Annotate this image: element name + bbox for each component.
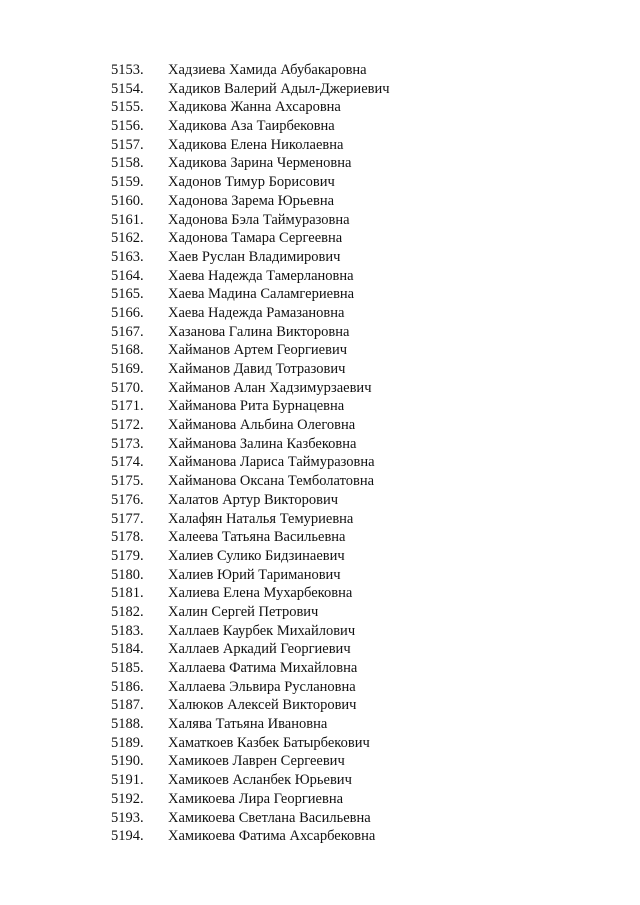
list-item (111, 285, 390, 304)
entry-number: 5174. (111, 454, 144, 471)
entry-full-name: Халиев Юрий Тариманович (168, 566, 341, 583)
entry-full-name: Халлаев Каурбек Михайлович (168, 622, 356, 639)
list-item (111, 491, 390, 510)
entry-full-name: Хадикова Аза Таирбековна (168, 118, 335, 135)
entry-full-name: Хазанова Галина Викторовна (168, 323, 350, 340)
entry-number: 5167. (111, 323, 144, 340)
entry-number: 5185. (111, 660, 144, 676)
entry-full-name: Хайманова Рита Бурнацевна (168, 398, 345, 415)
entry-number: 5165. (111, 286, 144, 303)
entry-number: 5192. (111, 790, 144, 807)
list-item (111, 790, 390, 809)
entry-full-name: Халиев Сулико Бидзинаевич (168, 547, 345, 564)
entry-number: 5186. (111, 678, 144, 695)
entry-full-name: Хаева Надежда Тамерлановна (168, 267, 354, 284)
entry-number: 5157. (111, 136, 144, 153)
list-item (111, 61, 390, 80)
entry-number: 5193. (111, 809, 144, 826)
entry-number: 5190. (111, 753, 144, 770)
list-item (111, 304, 390, 323)
entry-number: 5156. (111, 118, 144, 135)
list-item (111, 192, 390, 211)
entry-number: 5181. (111, 585, 144, 602)
entry-full-name: Хадиков Валерий Адыл-Джериевич (168, 80, 390, 97)
entry-number: 5183. (111, 622, 144, 639)
entry-number: 5159. (111, 174, 144, 191)
entry-full-name: Халиева Елена Мухарбековна (168, 585, 353, 602)
entry-full-name: Хайманов Артем Георгиевич (168, 342, 348, 359)
list-item (111, 510, 390, 529)
list-item (111, 640, 390, 659)
entry-number: 5162. (111, 230, 144, 247)
entry-number: 5187. (111, 697, 144, 714)
entry-full-name: Халафян Наталья Темуриевна (168, 510, 354, 527)
list-item (111, 827, 390, 846)
list-item (111, 248, 390, 267)
list-item (111, 154, 390, 173)
entry-number: 5154. (111, 80, 144, 97)
entry-full-name: Хаматкоев Казбек Батырбекович (168, 734, 370, 751)
entry-number: 5158. (111, 155, 144, 172)
entry-number: 5163. (111, 248, 144, 265)
entry-full-name: Халява Татьяна Ивановна (168, 716, 328, 733)
entry-full-name: Халатов Артур Викторович (168, 491, 339, 508)
entry-number: 5171. (111, 398, 144, 415)
entry-number: 5175. (111, 473, 144, 490)
entry-number: 5173. (111, 435, 144, 452)
entry-number: 5188. (111, 716, 144, 733)
list-item (111, 603, 390, 622)
list-item (111, 659, 390, 678)
entry-number: 5182. (111, 603, 144, 620)
entry-full-name: Хадикова Зарина Черменовна (168, 155, 352, 172)
entry-full-name: Хамикоева Светлана Васильевна (168, 809, 371, 826)
entry-number: 5184. (111, 641, 144, 658)
entry-full-name: Хадзиева Хамида Абубакаровна (168, 62, 367, 78)
entry-number: 5179. (111, 547, 144, 564)
entry-full-name: Хамикоева Лира Георгиевна (168, 790, 344, 807)
entry-full-name: Хадонова Зарема Юрьевна (168, 192, 335, 209)
entry-full-name: Хаева Мадина Саламгериевна (168, 286, 355, 303)
entry-full-name: Хамикоев Лаврен Сергеевич (168, 753, 345, 770)
entry-number: 5170. (111, 379, 144, 396)
entry-number: 5161. (111, 211, 144, 228)
entry-full-name: Халлаева Фатима Михайловна (168, 660, 358, 676)
list-item (111, 678, 390, 697)
list-item (111, 453, 390, 472)
entry-number: 5153. (111, 62, 144, 78)
entry-number: 5166. (111, 304, 144, 321)
entry-number: 5160. (111, 192, 144, 209)
entry-full-name: Хаева Надежда Рамазановна (168, 304, 345, 321)
entry-full-name: Халюков Алексей Викторович (168, 697, 357, 714)
entry-number: 5194. (111, 828, 144, 845)
list-item (111, 622, 390, 641)
list-item (111, 734, 390, 753)
entry-number: 5189. (111, 734, 144, 751)
list-item (111, 229, 390, 248)
entry-number: 5168. (111, 342, 144, 359)
entry-full-name: Халлаев Аркадий Георгиевич (168, 641, 351, 658)
list-item (111, 584, 390, 603)
list-item (111, 360, 390, 379)
entry-full-name: Халеева Татьяна Васильевна (168, 529, 346, 546)
list-item (111, 547, 390, 566)
entry-full-name: Халлаева Эльвира Руслановна (168, 678, 356, 695)
entry-number: 5172. (111, 417, 144, 434)
entry-number: 5177. (111, 510, 144, 527)
entry-full-name: Хадонов Тимур Борисович (168, 174, 335, 191)
list-item (111, 472, 390, 491)
list-item (111, 341, 390, 360)
list-item (111, 211, 390, 230)
entry-number: 5164. (111, 267, 144, 284)
list-item (111, 771, 390, 790)
entry-full-name: Хамикоева Фатима Ахсарбековна (168, 828, 376, 845)
name-list (111, 61, 390, 846)
list-item (111, 173, 390, 192)
list-item (111, 98, 390, 117)
entry-number: 5169. (111, 361, 144, 377)
list-item (111, 715, 390, 734)
entry-full-name: Хадикова Елена Николаевна (168, 136, 344, 153)
entry-full-name: Хадонова Тамара Сергеевна (168, 230, 343, 247)
entry-number: 5178. (111, 529, 144, 546)
list-item (111, 397, 390, 416)
list-item (111, 136, 390, 155)
entry-full-name: Хаев Руслан Владимирович (168, 248, 341, 265)
entry-number: 5180. (111, 566, 144, 583)
entry-full-name: Хайманова Альбина Олеговна (168, 417, 356, 434)
list-item (111, 80, 390, 99)
entry-number: 5155. (111, 99, 144, 116)
list-item (111, 566, 390, 585)
entry-full-name: Хадонова Бэла Таймуразовна (168, 211, 350, 228)
list-item (111, 323, 390, 342)
entry-full-name: Халин Сергей Петрович (168, 603, 319, 620)
entry-number: 5176. (111, 491, 144, 508)
entry-number: 5191. (111, 772, 144, 789)
list-item (111, 752, 390, 771)
list-item (111, 809, 390, 828)
list-item (111, 379, 390, 398)
list-item (111, 117, 390, 136)
entry-full-name: Хайманов Давид Тотразович (168, 361, 346, 377)
list-item (111, 416, 390, 435)
list-item (111, 528, 390, 547)
entry-full-name: Хайманова Залина Казбековна (168, 435, 357, 452)
list-item (111, 696, 390, 715)
list-item (111, 435, 390, 454)
list-item (111, 267, 390, 286)
entry-full-name: Хадикова Жанна Ахсаровна (168, 99, 341, 116)
entry-full-name: Хайманова Оксана Темболатовна (168, 473, 375, 490)
entry-full-name: Хайманова Лариса Таймуразовна (168, 454, 375, 471)
entry-full-name: Хамикоев Асланбек Юрьевич (168, 772, 352, 789)
entry-full-name: Хайманов Алан Хадзимурзаевич (168, 379, 372, 396)
